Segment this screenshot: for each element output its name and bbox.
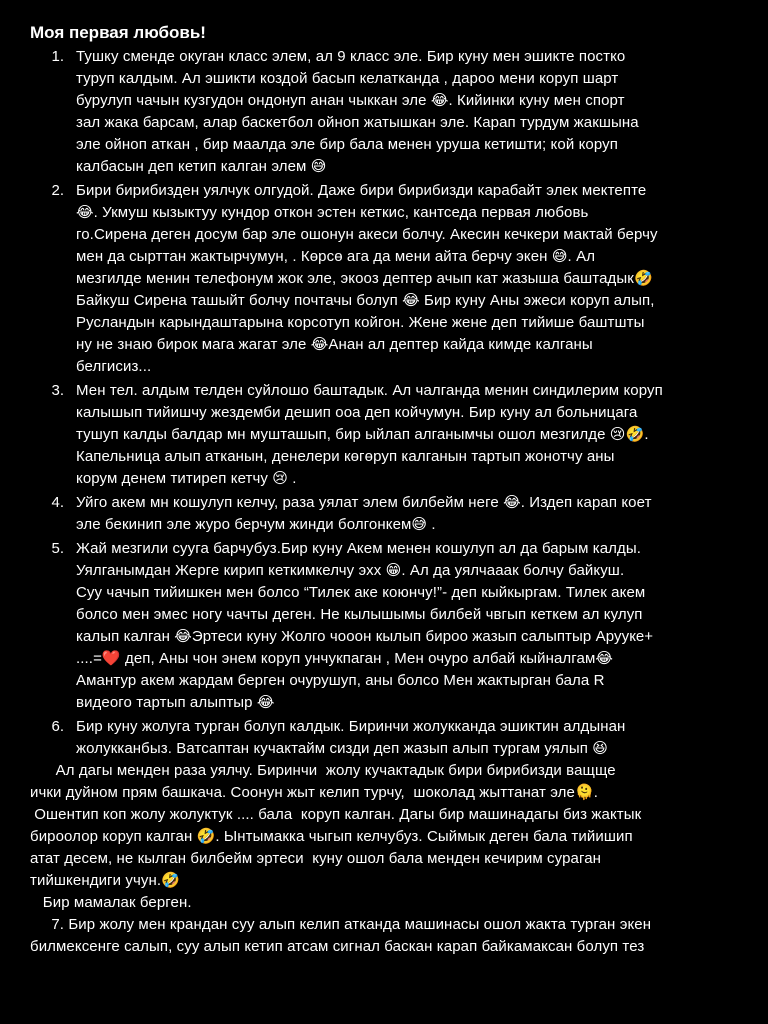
item-number: 3. (51, 382, 64, 399)
text-line: ....=❤️ деп, Аны чон энем коруп унчукпаган , Мен очуро албай кыйналгам😂 (76, 650, 613, 667)
text-line: Уялганымдан Жерге кирип кеткимкелчу эхх 😁. Ал да уялчааак болчу байкуш. (76, 562, 625, 579)
text-line: жолукканбыз. Ватсаптан кучактайм сизди деп жазып алып тургам уялып 😆 (76, 740, 608, 757)
text-line: атат десем, не кылган билбейм эртеси куну ошол бала менден кечирим сураган (30, 850, 602, 867)
text-line: Уйго акем мн кошулуп келчу, раза уялат элем билбейм неге 😂. Издеп карап коет (76, 494, 652, 511)
text-line: ну не знаю бирок мага жагат эле 😂Анан ал дептер кайда кимде калганы (76, 336, 593, 353)
note-title: Моя первая любовь! (30, 23, 206, 42)
item-number: 2. (51, 182, 64, 199)
text-line: бурулуп чачын кузгудон ондонуп анан чыккан эле 😂. Кийинки куну мен спорт (76, 92, 625, 109)
text-line: Ал дагы менден раза уялчу. Биринчи жолу кучактадык бири бирибизди ващще (30, 762, 616, 779)
text-line: ички дуйном прям башкача. Соонун жыт келип турчу, шоколад жыттанат эле🫠. (30, 784, 599, 801)
item-number: 4. (51, 494, 64, 511)
text-line: калышып тийишчу жездемби дешип ооа деп койчумун. Бир куну ал больницага (76, 404, 638, 421)
text-line: Русландын карындаштарына корсотуп койгон. Жене жене деп тийише баштшты (76, 314, 645, 331)
text-line: корум денем титиреп кетчу 😢 . (76, 470, 297, 487)
text-line: зал жака барсам, алар баскетбол ойноп жатышкан эле. Карап турдум жакшына (76, 114, 639, 131)
text-line: калып калган 😂Эртеси куну Жолго чооон кылып бироо жазып салыптыр Аруукe+ (76, 628, 654, 645)
item-number: 6. (51, 718, 64, 735)
text-line: Амантур акем жардам берген очурушуп, аны болсо Мен жактырган бала R (76, 672, 605, 689)
text-line: Тушку сменде окуган класс элем, ал 9 класс эле. Бир куну мен эшикте постко (76, 48, 626, 65)
text-line: Суу чачып тийишкен мен болсо “Тилек аке коюнчу!”- деп кыйкыргам. Тилек акем (76, 584, 646, 601)
text-line: болсо мен эмес ногу чачты деген. Не кылышымы билбей чвгып кеткем ал кулуп (76, 606, 643, 623)
text-line: туруп калдым. Ал эшикти коздой басып келатканда , дароо мени коруп шарт (76, 70, 619, 87)
text-line: билмексенге салып, суу алып кетип атсам сигнал баскан карап байкамаксан болуп тез (30, 938, 645, 955)
text-line: калбасын деп кетип калган элем 😅 (76, 158, 327, 175)
item-number: 1. (51, 48, 64, 65)
text-line: тушуп калды балдар мн мушташып, бир ыйлап алганымчы ошол мезгилде 😢🤣. (76, 426, 649, 443)
text-line: эле ойноп аткан , бир маалда эле бир бала менен уруша кетишти; кой коруп (76, 136, 618, 153)
text-line: видеого тартып алыптыр 😂 (76, 694, 275, 711)
text-line: бироолор коруп калган 🤣. Ынтымакка чыгып келчубуз. Сыймык деген бала тийишип (30, 828, 633, 845)
text-line: эле бекинип эле журо берчум жинди болгонкем😅 . (76, 516, 436, 533)
text-line: белгисиз... (76, 358, 152, 375)
text-line: тийшкендиги учун.🤣 (30, 872, 180, 889)
text-line: Бири бирибизден уялчук олгудой. Даже бири бирибизди карабайт элек мектепте (76, 182, 647, 199)
item-number: 5. (51, 540, 64, 557)
text-line: Жай мезгили сууга барчубуз.Бир куну Акем менен кошулуп ал да барым калды. (76, 540, 642, 557)
text-line: 😂. Укмуш кызыктуу кундор откон эстен кеткис, кантседа первая любовь (76, 204, 589, 221)
text-line: Бир куну жолуга турган болуп калдык. Биринчи жолукканда эшиктин алдынан (76, 718, 626, 735)
text-line: Бир мамалак берген. (30, 894, 192, 911)
text-line: го.Сирена деген досум бар эле ошонун акеси болчу. Акесин кечкери мактай берчу (76, 226, 658, 243)
text-line: Мен тел. алдым телден суйлошо баштадык. Ал чалганда менин синдилерим коруп (76, 382, 663, 399)
text-line: Байкуш Сирена ташыйт болчу почтачы болуп 😂 Бир куну Аны эжеси коруп алып, (76, 292, 655, 309)
text-line: мен да сырттан жактырчумун, . Көрсө ага да мени айта берчу экен 😅. Ал (76, 248, 596, 265)
text-line: Капельница алып атканын, денелери көгөруп калганын тартып жонотчу аны (76, 448, 615, 465)
text-line: мезгилде менин телефонум жок эле, экооз дептер ачып кат жазыша баштадык🤣 (76, 270, 653, 287)
text-line: Ошентип коп жолу жолуктук .... бала коруп калган. Дагы бир машинадагы биз жактык (30, 806, 642, 823)
text-line: 7. Бир жолу мен крандан суу алып келип атканда машинасы ошол жакта турган экен (30, 916, 652, 933)
